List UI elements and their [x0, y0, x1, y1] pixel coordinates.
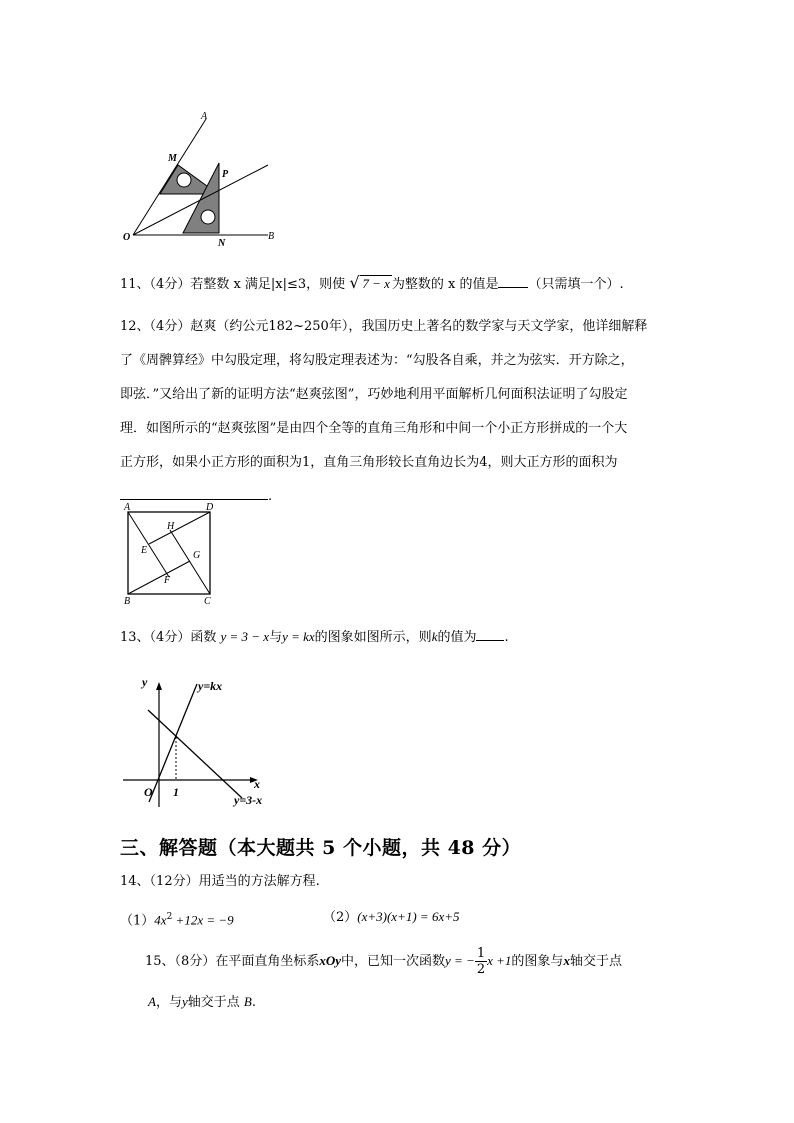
seg-b-g [128, 561, 190, 594]
q13-text: 的图象如图所示，则 [314, 630, 432, 645]
ruler-hole-lower [201, 210, 215, 224]
label-h: H [167, 521, 175, 532]
q11-radicand: 7 − x [362, 276, 390, 291]
seg-d-e [149, 512, 210, 544]
q15-fraction [475, 946, 487, 977]
ruler-hole-upper [177, 173, 191, 187]
question-14-stem: 14、（12分）用适当的方法解方程. [120, 874, 320, 889]
q13-k: k [431, 629, 438, 644]
label-a: A [124, 502, 131, 513]
q13-func2: y = kx [282, 629, 315, 644]
q11-text3: （只需填一个）. [528, 277, 624, 292]
q15-eq-num: 1 [476, 946, 486, 961]
label-m: M [168, 153, 177, 164]
q13-func1: y = 3 − x [220, 629, 270, 644]
question-14-part-1 [120, 907, 234, 931]
y-axis-arrow [156, 682, 162, 690]
q12-line5: 正方形，如果小正方形的面积为1，直角三角形较长直角边长为4，则大正方形的面积为 [120, 455, 618, 470]
q13-number: 13、（4分）函数 [120, 630, 217, 645]
figure-q13-function-graph [118, 672, 288, 812]
q15-point-a: A [148, 994, 156, 1009]
q12-line1: 12、（4分）赵爽（约公元182~250年），我国历史上著名的数学家与天文学家，他详细解释 [120, 319, 648, 334]
label-e: E [141, 545, 148, 556]
q13-end: . [504, 630, 509, 645]
q15-point-b: B [243, 994, 252, 1009]
label-d: D [206, 502, 214, 513]
q15-text5: ，与 [155, 995, 182, 1010]
q15-end: . [251, 995, 256, 1010]
question-12 [120, 310, 647, 514]
label-y: y [142, 675, 148, 689]
q15-text1: 15、（8分）在平面直角坐标系 [145, 954, 320, 969]
label-b: B [124, 596, 131, 607]
q15-text3: 的图象与 [511, 954, 564, 969]
q12-line3: 即弦．”又给出了新的证明方法“赵爽弦图”，巧妙地利用平面解析几何面积法证明了勾股定 [120, 387, 628, 402]
question-15-line1 [145, 943, 622, 980]
q12-end: . [268, 489, 273, 504]
q14-p1-eq-a: 4x [154, 912, 167, 928]
seg-a-f [128, 512, 169, 577]
q14-p1-eq-sup: 2 [166, 912, 173, 922]
q11-answer-blank [498, 273, 528, 288]
q11-number: 11、（4分） [120, 277, 191, 292]
q15-yaxis: y [181, 994, 188, 1009]
label-f: F [164, 575, 171, 586]
question-13 [120, 626, 509, 648]
label-g: G [193, 550, 201, 561]
q14-p1-eq-b: +12x = −9 [172, 912, 234, 928]
figure-q10-angle-rulers [118, 105, 288, 250]
q11-text1: 若整数 x 满足|x|≤3，则使 [190, 277, 346, 292]
label-c: C [204, 596, 211, 607]
q15-text4: 轴交于点 [569, 954, 622, 969]
seg-c-h [170, 530, 210, 594]
question-14-part-2 [323, 907, 460, 928]
q12-line2: 了《周髀算经》中勾股定理，将勾股定理表述为：“勾股各自乘，并之为弦实．开方除之， [120, 353, 634, 368]
label-p: P [222, 169, 229, 180]
q13-text2: 的值为 [437, 630, 477, 645]
q11-sqrt: √ 7 − x [349, 273, 390, 292]
q14-p2-eq: (x+3)(x+1) = 6x+5 [357, 909, 460, 924]
q15-text6: 轴交于点 [187, 995, 240, 1010]
line-y-3-minus-x [148, 710, 242, 798]
q15-eq-pre: y = − [445, 953, 475, 968]
section-3-heading: 三、解答题（本大题共 5 个小题，共 48 分） [120, 837, 522, 859]
label-y-3-minus-x: y=3-x [234, 793, 263, 807]
label-y-kx: y=kx [198, 679, 223, 693]
label-o: O [123, 232, 131, 243]
q15-xaxis: x [563, 953, 570, 968]
q12-line4: 理．如图所示的“赵爽弦图”是由四个全等的直角三角形和中间一个小正方形拼成的一个大 [120, 421, 628, 436]
question-15-line2 [148, 992, 256, 1013]
q13-answer-blank [476, 626, 504, 641]
question-11 [120, 273, 624, 295]
label-origin: O [144, 785, 153, 799]
q15-text2: 中，已知一次函数 [341, 954, 446, 969]
q14-p2-label: （2） [323, 910, 358, 925]
q15-eq-den: 2 [476, 962, 486, 977]
label-one: 1 [173, 785, 179, 799]
q14-p1-label: （1） [120, 913, 155, 929]
q15-xoy: xOy [319, 953, 341, 968]
q15-eq-post: x +1 [487, 953, 512, 968]
q11-text2: 为整数的 x 的值是 [391, 277, 499, 292]
label-b: B [268, 231, 275, 242]
q13-mid: 与 [269, 630, 283, 645]
label-x: x [254, 777, 260, 791]
figure-q12-zhao-shuang-diagram [118, 498, 222, 610]
label-n: N [218, 238, 226, 249]
label-a: A [201, 111, 208, 122]
